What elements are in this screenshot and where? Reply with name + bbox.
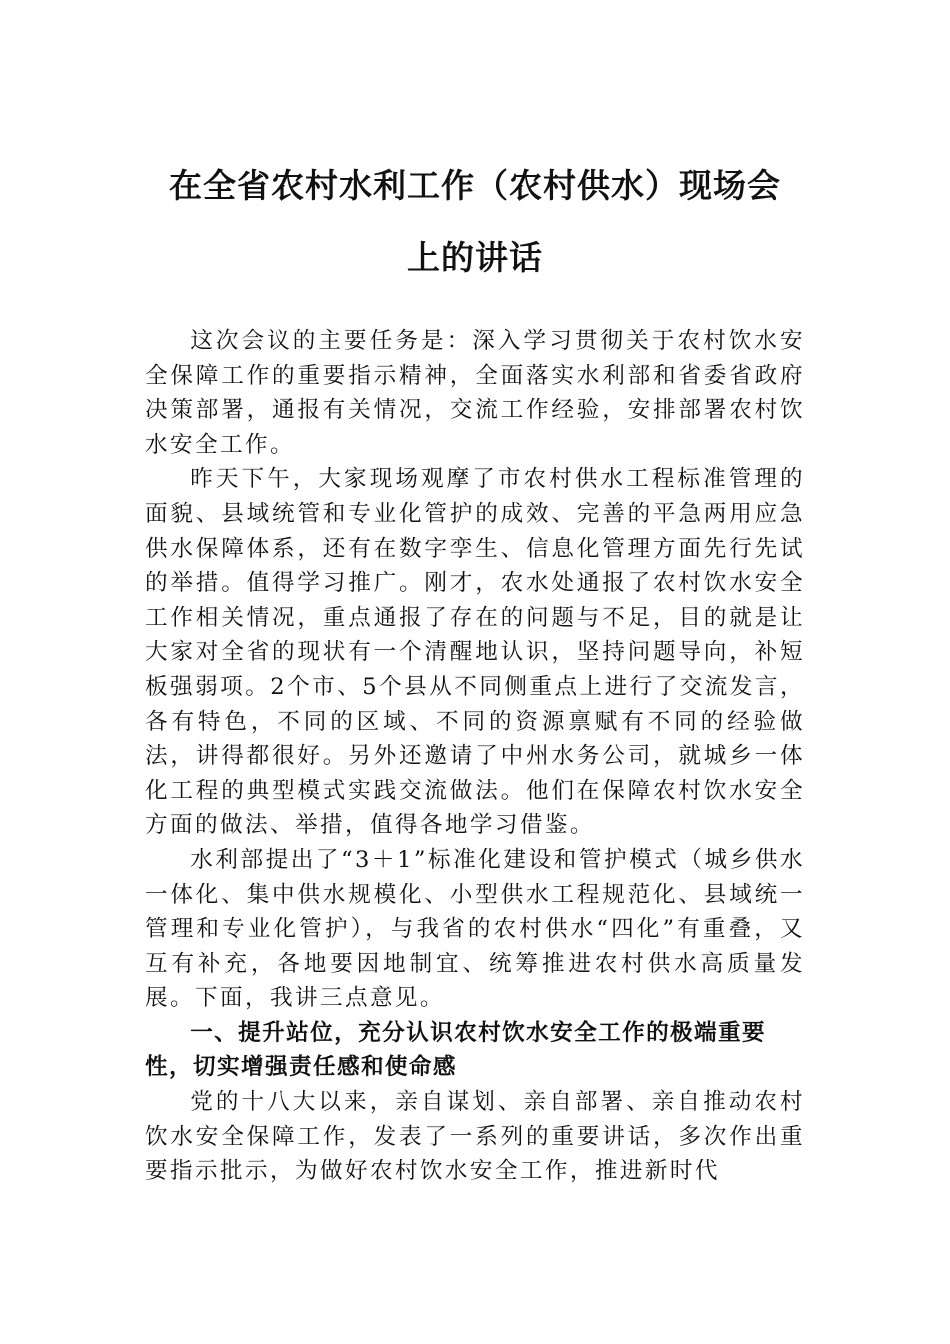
body-paragraph-2: 昨天下午，大家现场观摩了市农村供水工程标准管理的面貌、县域统管和专业化管护的成效、完善的平急两用应急供水保障体系，还有在数字孪生、信息化管理方面先行先试的举措。值得学习推广。刚才，农水处通报了农村饮水安全工作相关情况，重点通报了存在的问题与不足，目的就是让大家对全省的现状有一个清醒地认识，坚持问题导向，补短板强弱项。2个市、5个县从不同侧重点上进行了交流发言，各有特色，不同的区域、不同的资源禀赋有不同的经验做法，讲得都很好。另外还邀请了中州水务公司，就城乡一体化工程的典型模式实践交流做法。他们在保障农村饮水安全方面的做法、举措，值得各地学习借鉴。 [145,466,805,839]
document-body [145,324,805,1189]
section-1-paragraph: 党的十八大以来，亲自谋划、亲自部署、亲自推动农村饮水安全保障工作，发表了一系列的重要讲话，多次作出重要指示批示，为做好农村饮水安全工作，推进新时代 [145,1089,805,1185]
body-paragraph-3: 水利部提出了“3＋1”标准化建设和管护模式（城乡供水一体化、集中供水规模化、小型供水工程规范化、县域统一管理和专业化管护），与我省的农村供水“四化”有重叠，又互有补充，各地要因地制宜、统筹推进农村供水高质量发展。下面，我讲三点意见。 [145,846,805,1012]
body-paragraph-1: 这次会议的主要任务是：深入学习贯彻关于农村饮水安全保障工作的重要指示精神，全面落实水利部和省委省政府决策部署，通报有关情况，交流工作经验，安排部署农村饮水安全工作。 [145,328,805,458]
document-page [145,150,805,1189]
section-heading-1: 一、提升站位，充分认识农村饮水安全工作的极端重要性，切实增强责任感和使命感 [145,1019,767,1081]
document-title: 在全省农村水利工作（农村供水）现场会 上的讲话 [169,166,781,277]
